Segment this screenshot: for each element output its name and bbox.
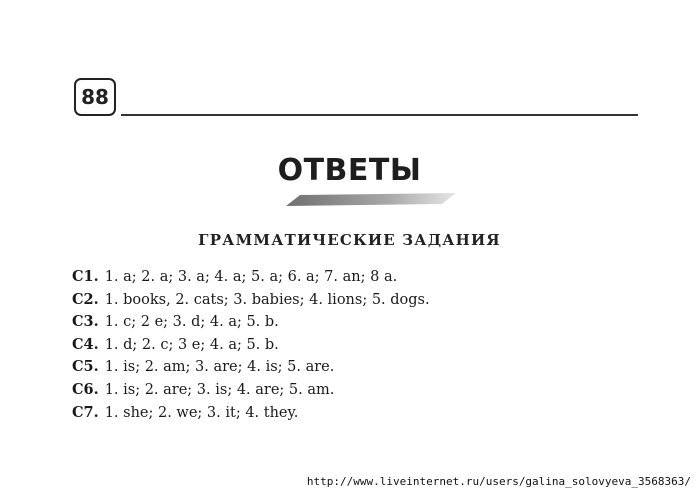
answer-text: 1. a; 2. a; 3. a; 4. a; 5. a; 6. a; 7. an; 8 a.: [104, 269, 398, 285]
title-swash-decoration: [286, 193, 456, 207]
source-url-watermark: http://www.liveinternet.ru/users/galina_solovyeva_3568363/: [306, 475, 691, 488]
answer-code: C5.: [72, 358, 99, 376]
answers-list: [72, 266, 430, 424]
header-rule: [121, 114, 638, 116]
answer-text: 1. she; 2. we; 3. it; 4. they.: [104, 404, 299, 421]
answer-text: 1. d; 2. c; 3 e; 4. a; 5. b.: [104, 336, 279, 353]
answer-text: 1. is; 2. am; 3. are; 4. is; 5. are.: [104, 359, 335, 376]
page-title: ОТВЕТЫ: [277, 153, 422, 188]
page-number: 88: [81, 85, 109, 109]
answer-code: C3.: [72, 313, 99, 331]
section-heading: ГРАММАТИЧЕСКИЕ ЗАДАНИЯ: [198, 231, 501, 249]
answer-row-c4: [72, 334, 430, 357]
answer-code: C4.: [72, 335, 99, 353]
answer-text: 1. books, 2. cats; 3. babies; 4. lions; 5. dogs.: [104, 291, 430, 308]
answer-row-c6: [72, 379, 430, 402]
answer-code: C2.: [72, 290, 99, 308]
answer-code: C7.: [72, 403, 99, 421]
answer-row-c5: [72, 356, 430, 379]
answer-code: C6.: [72, 380, 99, 398]
answer-text: 1. is; 2. are; 3. is; 4. are; 5. am.: [104, 381, 335, 398]
answer-row-c3: [72, 311, 430, 334]
answer-row-c7: [72, 402, 430, 425]
page-number-box: [74, 78, 116, 116]
answer-text: 1. c; 2 e; 3. d; 4. a; 5. b.: [104, 314, 279, 331]
answer-code: C1.: [72, 268, 99, 285]
answer-row-c2: [72, 289, 430, 312]
answer-row-c1: [72, 266, 430, 289]
